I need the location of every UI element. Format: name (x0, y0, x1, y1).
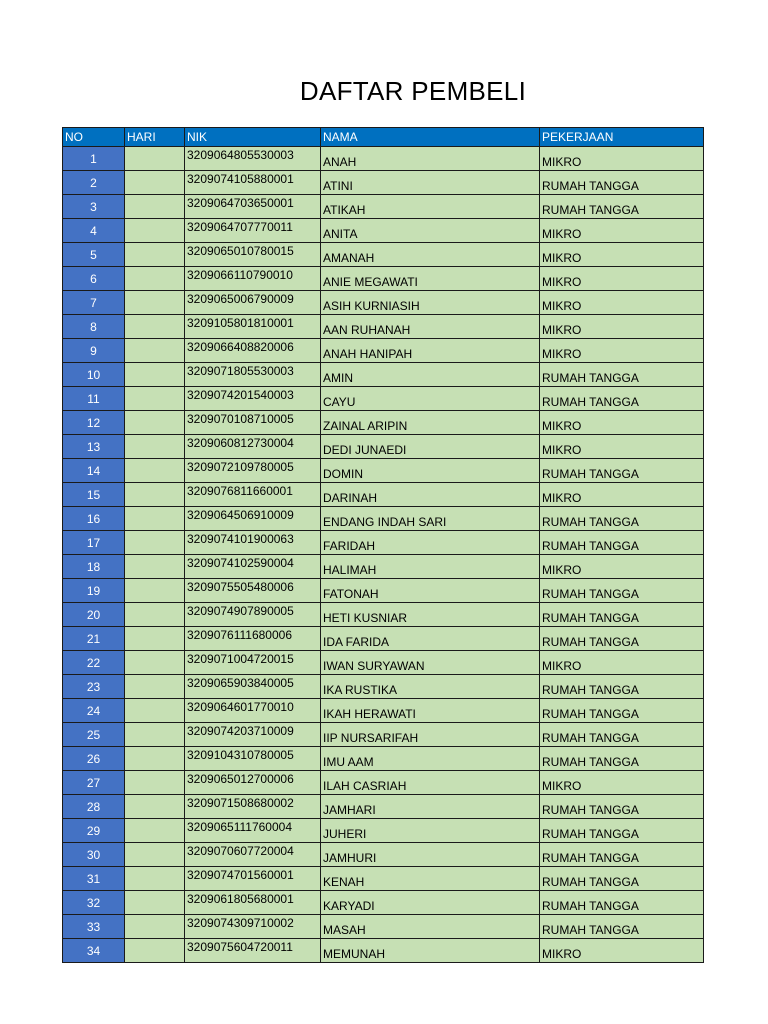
cell-pekerjaan[interactable]: MIKRO (540, 771, 704, 795)
table-row (63, 291, 704, 315)
cell-no[interactable]: 12 (63, 411, 125, 435)
cell-hari[interactable] (125, 219, 185, 243)
cell-hari[interactable] (125, 675, 185, 699)
cell-nik[interactable]: 3209065010780015 (185, 243, 321, 267)
cell-pekerjaan[interactable]: RUMAH TANGGA (540, 363, 704, 387)
table-row (63, 171, 704, 195)
cell-nama[interactable]: DOMIN (321, 459, 540, 483)
cell-nik[interactable]: 3209074101900063 (185, 531, 321, 555)
cell-nik[interactable]: 3209061805680001 (185, 891, 321, 915)
table-row (63, 243, 704, 267)
cell-nama[interactable]: HETI KUSNIAR (321, 603, 540, 627)
header-hari[interactable]: HARI (125, 128, 185, 147)
cell-hari[interactable] (125, 459, 185, 483)
cell-no[interactable]: 27 (63, 771, 125, 795)
cell-hari[interactable] (125, 723, 185, 747)
cell-hari[interactable] (125, 267, 185, 291)
cell-nama[interactable]: DEDI JUNAEDI (321, 435, 540, 459)
cell-nama[interactable]: IWAN SURYAWAN (321, 651, 540, 675)
cell-hari[interactable] (125, 339, 185, 363)
cell-nik[interactable]: 3209074309710002 (185, 915, 321, 939)
cell-pekerjaan[interactable]: MIKRO (540, 339, 704, 363)
cell-pekerjaan[interactable]: MIKRO (540, 555, 704, 579)
cell-no[interactable]: 17 (63, 531, 125, 555)
table-row (63, 387, 704, 411)
cell-pekerjaan[interactable]: MIKRO (540, 411, 704, 435)
cell-no[interactable]: 19 (63, 579, 125, 603)
cell-nik[interactable]: 3209071004720015 (185, 651, 321, 675)
cell-nama[interactable]: ZAINAL ARIPIN (321, 411, 540, 435)
cell-nik[interactable]: 3209074701560001 (185, 867, 321, 891)
header-nik[interactable]: NIK (185, 128, 321, 147)
cell-pekerjaan[interactable]: MIKRO (540, 483, 704, 507)
table-row (63, 315, 704, 339)
cell-pekerjaan[interactable]: RUMAH TANGGA (540, 867, 704, 891)
table-row (63, 363, 704, 387)
cell-no[interactable]: 30 (63, 843, 125, 867)
cell-no[interactable]: 20 (63, 603, 125, 627)
cell-nik[interactable]: 3209074102590004 (185, 555, 321, 579)
cell-no[interactable]: 2 (63, 171, 125, 195)
cell-nama[interactable]: KENAH (321, 867, 540, 891)
cell-nama[interactable]: AAN RUHANAH (321, 315, 540, 339)
cell-pekerjaan[interactable]: RUMAH TANGGA (540, 843, 704, 867)
cell-no[interactable]: 16 (63, 507, 125, 531)
cell-nik[interactable]: 3209075505480006 (185, 579, 321, 603)
cell-nik[interactable]: 3209104310780005 (185, 747, 321, 771)
cell-no[interactable]: 18 (63, 555, 125, 579)
cell-nama[interactable]: FATONAH (321, 579, 540, 603)
cell-no[interactable]: 8 (63, 315, 125, 339)
header-no[interactable]: NO (63, 128, 125, 147)
cell-hari[interactable] (125, 651, 185, 675)
table-row (63, 579, 704, 603)
cell-nama[interactable]: AMANAH (321, 243, 540, 267)
cell-hari[interactable] (125, 699, 185, 723)
cell-no[interactable]: 1 (63, 147, 125, 171)
cell-pekerjaan[interactable]: RUMAH TANGGA (540, 531, 704, 555)
cell-no[interactable]: 3 (63, 195, 125, 219)
table-row (63, 723, 704, 747)
cell-nama[interactable]: IKAH HERAWATI (321, 699, 540, 723)
cell-nik[interactable]: 3209074201540003 (185, 387, 321, 411)
cell-pekerjaan[interactable]: MIKRO (540, 243, 704, 267)
cell-nik[interactable]: 3209074203710009 (185, 723, 321, 747)
cell-nama[interactable]: DARINAH (321, 483, 540, 507)
cell-nik[interactable]: 3209060812730004 (185, 435, 321, 459)
cell-nik[interactable]: 3209074105880001 (185, 171, 321, 195)
table-row (63, 267, 704, 291)
table-row (63, 531, 704, 555)
cell-hari[interactable] (125, 243, 185, 267)
cell-hari[interactable] (125, 411, 185, 435)
table-row (63, 195, 704, 219)
cell-hari[interactable] (125, 147, 185, 171)
cell-pekerjaan[interactable]: RUMAH TANGGA (540, 603, 704, 627)
table-row (63, 219, 704, 243)
cell-hari[interactable] (125, 363, 185, 387)
cell-nama[interactable]: ANAH (321, 147, 540, 171)
cell-nik[interactable]: 3209066110790010 (185, 267, 321, 291)
cell-nik[interactable]: 3209076111680006 (185, 627, 321, 651)
table-row (63, 771, 704, 795)
cell-nama[interactable]: ENDANG INDAH SARI (321, 507, 540, 531)
cell-pekerjaan[interactable]: MIKRO (540, 939, 704, 963)
cell-no[interactable]: 23 (63, 675, 125, 699)
cell-nama[interactable]: HALIMAH (321, 555, 540, 579)
cell-pekerjaan[interactable]: MIKRO (540, 315, 704, 339)
cell-hari[interactable] (125, 483, 185, 507)
cell-pekerjaan[interactable]: MIKRO (540, 267, 704, 291)
cell-nama[interactable]: JAMHARI (321, 795, 540, 819)
table-row (63, 435, 704, 459)
cell-nama[interactable]: IDA FARIDA (321, 627, 540, 651)
buyer-table (62, 127, 704, 963)
header-pekerjaan[interactable]: PEKERJAAN (540, 128, 704, 147)
cell-nik[interactable]: 3209071508680002 (185, 795, 321, 819)
cell-nama[interactable]: ASIH KURNIASIH (321, 291, 540, 315)
table-row (63, 675, 704, 699)
table-row (63, 891, 704, 915)
cell-nik[interactable]: 3209064707770011 (185, 219, 321, 243)
cell-nik[interactable]: 3209075604720011 (185, 939, 321, 963)
cell-no[interactable]: 22 (63, 651, 125, 675)
cell-nik[interactable]: 3209064506910009 (185, 507, 321, 531)
header-nama[interactable]: NAMA (321, 128, 540, 147)
cell-no[interactable]: 34 (63, 939, 125, 963)
cell-hari[interactable] (125, 435, 185, 459)
cell-nama[interactable]: KARYADI (321, 891, 540, 915)
cell-nama[interactable]: MASAH (321, 915, 540, 939)
cell-hari[interactable] (125, 315, 185, 339)
cell-nama[interactable]: ANITA (321, 219, 540, 243)
cell-hari[interactable] (125, 795, 185, 819)
cell-no[interactable]: 13 (63, 435, 125, 459)
table-row (63, 507, 704, 531)
cell-hari[interactable] (125, 195, 185, 219)
cell-nik[interactable]: 3209064703650001 (185, 195, 321, 219)
cell-no[interactable]: 11 (63, 387, 125, 411)
cell-no[interactable]: 33 (63, 915, 125, 939)
cell-hari[interactable] (125, 891, 185, 915)
table-row (63, 483, 704, 507)
table-row (63, 795, 704, 819)
cell-pekerjaan[interactable]: RUMAH TANGGA (540, 627, 704, 651)
cell-hari[interactable] (125, 555, 185, 579)
cell-pekerjaan[interactable]: RUMAH TANGGA (540, 579, 704, 603)
cell-nik[interactable]: 3209070108710005 (185, 411, 321, 435)
cell-nama[interactable]: ATINI (321, 171, 540, 195)
cell-nik[interactable]: 3209064601770010 (185, 699, 321, 723)
cell-pekerjaan[interactable]: RUMAH TANGGA (540, 675, 704, 699)
cell-nik[interactable]: 3209065111760004 (185, 819, 321, 843)
cell-nama[interactable]: AMIN (321, 363, 540, 387)
cell-pekerjaan[interactable]: MIKRO (540, 219, 704, 243)
cell-hari[interactable] (125, 171, 185, 195)
cell-no[interactable]: 5 (63, 243, 125, 267)
cell-pekerjaan[interactable]: RUMAH TANGGA (540, 795, 704, 819)
cell-no[interactable]: 29 (63, 819, 125, 843)
cell-no[interactable]: 6 (63, 267, 125, 291)
cell-pekerjaan[interactable]: RUMAH TANGGA (540, 723, 704, 747)
header-row (63, 128, 704, 147)
cell-hari[interactable] (125, 507, 185, 531)
cell-nama[interactable]: MEMUNAH (321, 939, 540, 963)
cell-hari[interactable] (125, 387, 185, 411)
page-title: DAFTAR PEMBELI (299, 76, 527, 106)
cell-pekerjaan[interactable]: RUMAH TANGGA (540, 459, 704, 483)
cell-nik[interactable]: 3209071805530003 (185, 363, 321, 387)
cell-no[interactable]: 24 (63, 699, 125, 723)
table-row (63, 555, 704, 579)
cell-pekerjaan[interactable]: MIKRO (540, 291, 704, 315)
table-row (63, 147, 704, 171)
cell-pekerjaan[interactable]: RUMAH TANGGA (540, 171, 704, 195)
cell-nama[interactable]: IMU AAM (321, 747, 540, 771)
table-row (63, 747, 704, 771)
cell-nik[interactable]: 3209070607720004 (185, 843, 321, 867)
table-row (63, 627, 704, 651)
cell-pekerjaan[interactable]: RUMAH TANGGA (540, 819, 704, 843)
cell-hari[interactable] (125, 627, 185, 651)
cell-pekerjaan[interactable]: RUMAH TANGGA (540, 195, 704, 219)
cell-nama[interactable]: IKA RUSTIKA (321, 675, 540, 699)
cell-pekerjaan[interactable]: RUMAH TANGGA (540, 891, 704, 915)
cell-nik[interactable]: 3209064805530003 (185, 147, 321, 171)
cell-pekerjaan[interactable]: RUMAH TANGGA (540, 915, 704, 939)
cell-nama[interactable]: IIP NURSARIFAH (321, 723, 540, 747)
cell-nama[interactable]: ATIKAH (321, 195, 540, 219)
table-row (63, 411, 704, 435)
table-row (63, 867, 704, 891)
cell-nama[interactable]: ANAH HANIPAH (321, 339, 540, 363)
cell-no[interactable]: 21 (63, 627, 125, 651)
table-row (63, 651, 704, 675)
cell-no[interactable]: 28 (63, 795, 125, 819)
table-row (63, 339, 704, 363)
cell-hari[interactable] (125, 771, 185, 795)
cell-nama[interactable]: CAYU (321, 387, 540, 411)
cell-no[interactable]: 25 (63, 723, 125, 747)
cell-pekerjaan[interactable]: MIKRO (540, 651, 704, 675)
cell-nama[interactable]: JUHERI (321, 819, 540, 843)
cell-no[interactable]: 15 (63, 483, 125, 507)
cell-nama[interactable]: ILAH CASRIAH (321, 771, 540, 795)
table-row (63, 939, 704, 963)
cell-pekerjaan[interactable]: RUMAH TANGGA (540, 387, 704, 411)
cell-pekerjaan[interactable]: RUMAH TANGGA (540, 699, 704, 723)
cell-pekerjaan[interactable]: RUMAH TANGGA (540, 507, 704, 531)
cell-hari[interactable] (125, 747, 185, 771)
cell-nik[interactable]: 3209105801810001 (185, 315, 321, 339)
cell-hari[interactable] (125, 939, 185, 963)
table-row (63, 819, 704, 843)
cell-no[interactable]: 26 (63, 747, 125, 771)
cell-no[interactable]: 32 (63, 891, 125, 915)
cell-no[interactable]: 9 (63, 339, 125, 363)
cell-nama[interactable]: FARIDAH (321, 531, 540, 555)
cell-nik[interactable]: 3209076811660001 (185, 483, 321, 507)
cell-nama[interactable]: JAMHURI (321, 843, 540, 867)
table-row (63, 459, 704, 483)
cell-pekerjaan[interactable]: RUMAH TANGGA (540, 747, 704, 771)
cell-no[interactable]: 10 (63, 363, 125, 387)
table-row (63, 915, 704, 939)
cell-nik[interactable]: 3209065012700006 (185, 771, 321, 795)
cell-hari[interactable] (125, 291, 185, 315)
cell-hari[interactable] (125, 603, 185, 627)
cell-nik[interactable]: 3209065903840005 (185, 675, 321, 699)
cell-nik[interactable]: 3209072109780005 (185, 459, 321, 483)
cell-hari[interactable] (125, 579, 185, 603)
cell-hari[interactable] (125, 867, 185, 891)
cell-no[interactable]: 31 (63, 867, 125, 891)
cell-pekerjaan[interactable]: MIKRO (540, 147, 704, 171)
cell-pekerjaan[interactable]: MIKRO (540, 435, 704, 459)
table-row (63, 843, 704, 867)
cell-nik[interactable]: 3209074907890005 (185, 603, 321, 627)
cell-no[interactable]: 7 (63, 291, 125, 315)
cell-no[interactable]: 4 (63, 219, 125, 243)
cell-hari[interactable] (125, 843, 185, 867)
cell-nik[interactable]: 3209065006790009 (185, 291, 321, 315)
cell-hari[interactable] (125, 531, 185, 555)
cell-no[interactable]: 14 (63, 459, 125, 483)
table-row (63, 603, 704, 627)
table-row (63, 699, 704, 723)
cell-hari[interactable] (125, 915, 185, 939)
cell-hari[interactable] (125, 819, 185, 843)
cell-nik[interactable]: 3209066408820006 (185, 339, 321, 363)
cell-nama[interactable]: ANIE MEGAWATI (321, 267, 540, 291)
